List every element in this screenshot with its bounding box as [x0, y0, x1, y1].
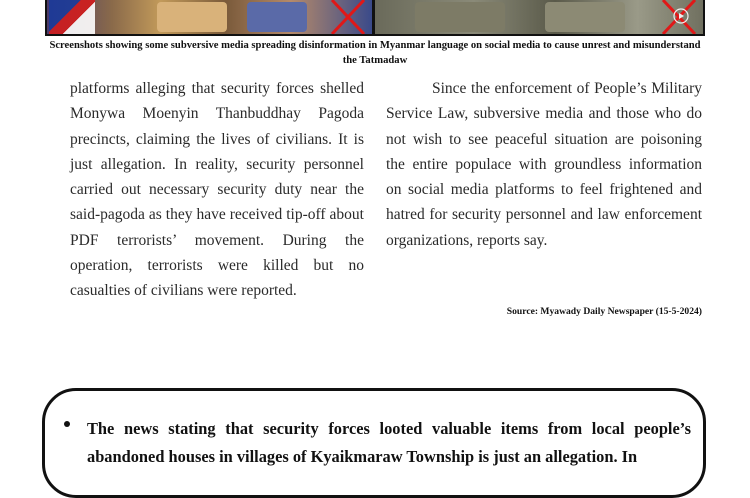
photo-figure: [247, 2, 307, 32]
photo-scene: [415, 2, 505, 32]
bullet-icon: [64, 421, 70, 427]
screenshot-images: [45, 0, 705, 36]
screenshot-right: [375, 0, 703, 34]
right-column: [386, 76, 702, 253]
source-citation: Source: Myawady Daily Newspaper (15-5-2024): [506, 306, 702, 317]
play-icon: [673, 8, 689, 24]
figure-caption: Screenshots showing some subversive media spreading disinformation in Myanmar language on social media to cause unrest and misunderstand the Tatmadaw: [49, 40, 701, 66]
callout-box: [42, 388, 706, 498]
right-column-text: Since the enforcement of People’s Military Service Law, subversive media and those who do not wish to see peaceful situation are poisoning the entire populace with groundless information on social media platforms to feel frightened and hatred for security personnel and law enforcement organizations, reports say.: [386, 80, 702, 249]
callout-text: The news stating that security forces looted valuable items from local people’s abandoned houses in villages of Kyaikmaraw Township is just an allegation. In: [87, 419, 691, 466]
photo-scene: [545, 2, 625, 32]
screenshot-left: [47, 0, 372, 34]
red-cross-icon: [326, 0, 366, 34]
left-column: [70, 76, 364, 304]
flag-image: [49, 0, 95, 34]
left-column-text: platforms alleging that security forces shelled Monywa Moenyin Thanbuddhay Pagoda precincts, claiming the lives of civilians. It is just allegation. In reality, security personnel carried out necessary security duty near the said-pagoda as they have received tip-off about PDF terrorists’ movement. During the operation, terrorists were killed but no casualties of civilians were reported.: [70, 80, 364, 300]
photo-figure: [157, 2, 227, 32]
